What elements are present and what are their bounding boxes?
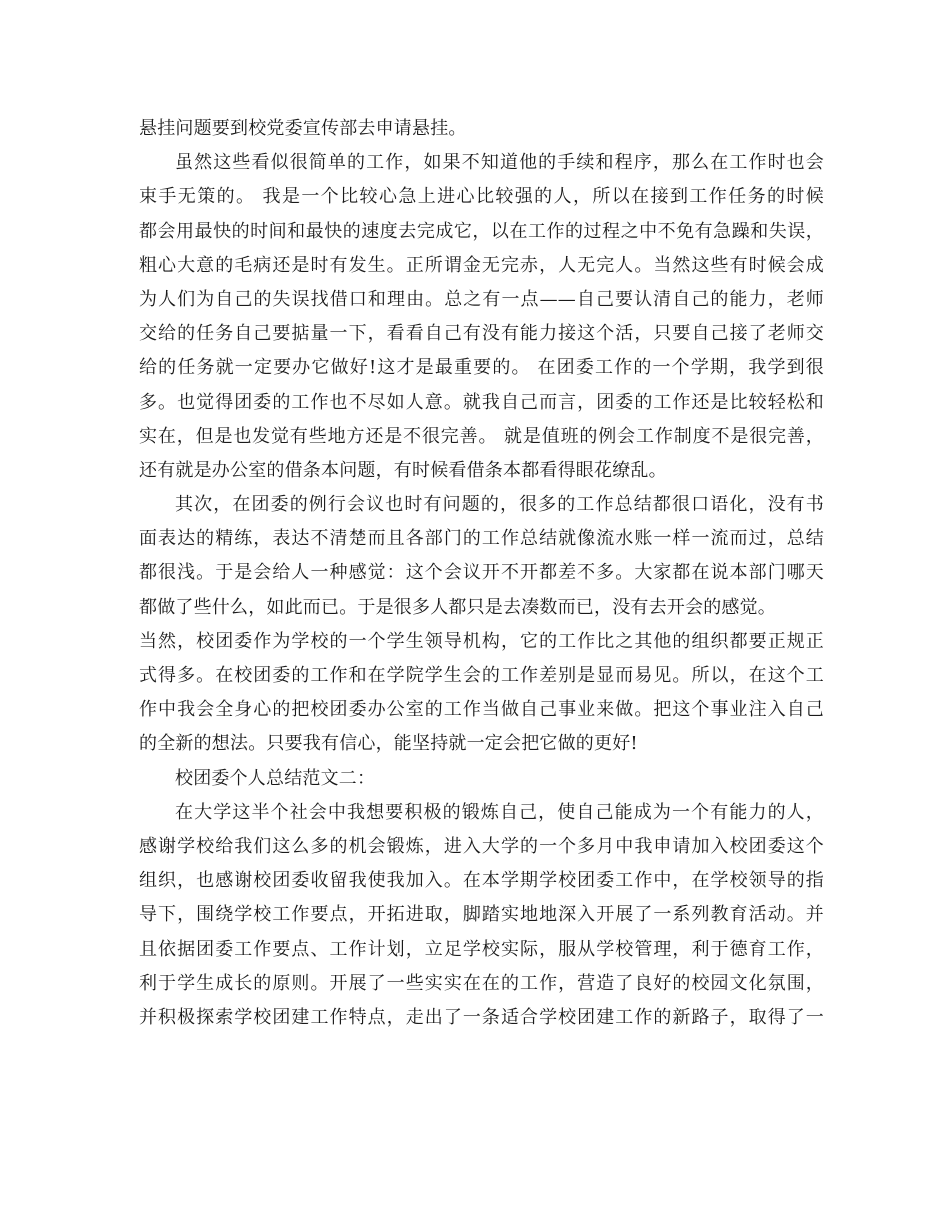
document-body: [139, 112, 824, 1035]
text-line: 且依据团委工作要点、工作计划，立足学校实际，服从学校管理，利于德育工作，: [139, 938, 824, 960]
text-line: 多。也觉得团委的工作也不尽如人意。就我自己而言，团委的工作还是比较轻松和: [139, 391, 824, 413]
text-line: 的全新的想法。只要我有信心，能坚持就一定会把它做的更好!: [139, 733, 638, 755]
text-line: 感谢学校给我们这么多的机会锻炼，进入大学的一个多月中我申请加入校团委这个: [139, 835, 824, 857]
text-line: 交给的任务自己要掂量一下，看看自己有没有能力接这个活，只要自己接了老师交: [139, 323, 824, 345]
text-line: 都很浅。于是会给人一种感觉：这个会议开不开都差不多。大家都在说本部门哪天: [139, 562, 824, 584]
text-line: 并积极探索学校团建工作特点，走出了一条适合学校团建工作的新路子，取得了一: [139, 1006, 824, 1028]
text-line: 还有就是办公室的借条本问题，有时候看借条本都看得眼花缭乱。: [139, 459, 667, 481]
text-line: 悬挂问题要到校党委宣传部去申请悬挂。: [139, 118, 467, 139]
text-line: 都做了些什么，如此而已。于是很多人都只是去凑数而已，没有去开会的感觉。: [139, 596, 776, 618]
text-line: 束手无策的。 我是一个比较心急上进心比较强的人，所以在接到工作任务的时候: [139, 186, 824, 208]
text-line: 利于学生成长的原则。开展了一些实实在在的工作，营造了良好的校园文化氛围，: [139, 972, 824, 994]
text-line: 在大学这半个社会中我想要积极的锻炼自己，使自己能成为一个有能力的人，: [175, 801, 824, 823]
text-line: 式得多。在校团委的工作和在学院学生会的工作差别是显而易见。所以，在这个工: [139, 665, 824, 686]
text-line: 给的任务就一定要办它做好!这才是最重要的。 在团委工作的一个学期，我学到很: [139, 357, 824, 379]
text-line: 当然，校团委作为学校的一个学生领导机构，它的工作比之其他的组织都要正规正: [139, 630, 824, 652]
text-line: 实在，但是也发觉有些地方还是不很完善。 就是值班的例会工作制度不是很完善，: [139, 425, 824, 447]
text-line: 导下，围绕学校工作要点，开拓进取，脚踏实地地深入开展了一系列教育活动。并: [139, 904, 824, 926]
text-line: 组织，也感谢校团委收留我使我加入。在本学期学校团委工作中，在学校领导的指: [139, 870, 824, 892]
text-line: 为人们为自己的失误找借口和理由。总之有一点——自己要认清自己的能力，老师: [139, 288, 824, 310]
text-line: 校团委个人总结范文二：: [175, 767, 376, 789]
text-line: 其次，在团委的例行会议也时有问题的，很多的工作总结都很口语化，没有书: [175, 494, 824, 516]
text-line: 虽然这些看似很简单的工作，如果不知道他的手续和程序，那么在工作时也会: [175, 152, 824, 174]
text-line: 粗心大意的毛病还是时有发生。正所谓金无完赤，人无完人。当然这些有时候会成: [139, 254, 824, 276]
text-line: 作中我会全身心的把校团委办公室的工作当做自己事业来做。把这个事业注入自己: [139, 699, 824, 721]
text-line: 都会用最快的时间和最快的速度去完成它，以在工作的过程之中不免有急躁和失误，: [139, 220, 824, 242]
text-line: 面表达的精练，表达不清楚而且各部门的工作总结就像流水账一样一流而过，总结: [139, 528, 824, 550]
